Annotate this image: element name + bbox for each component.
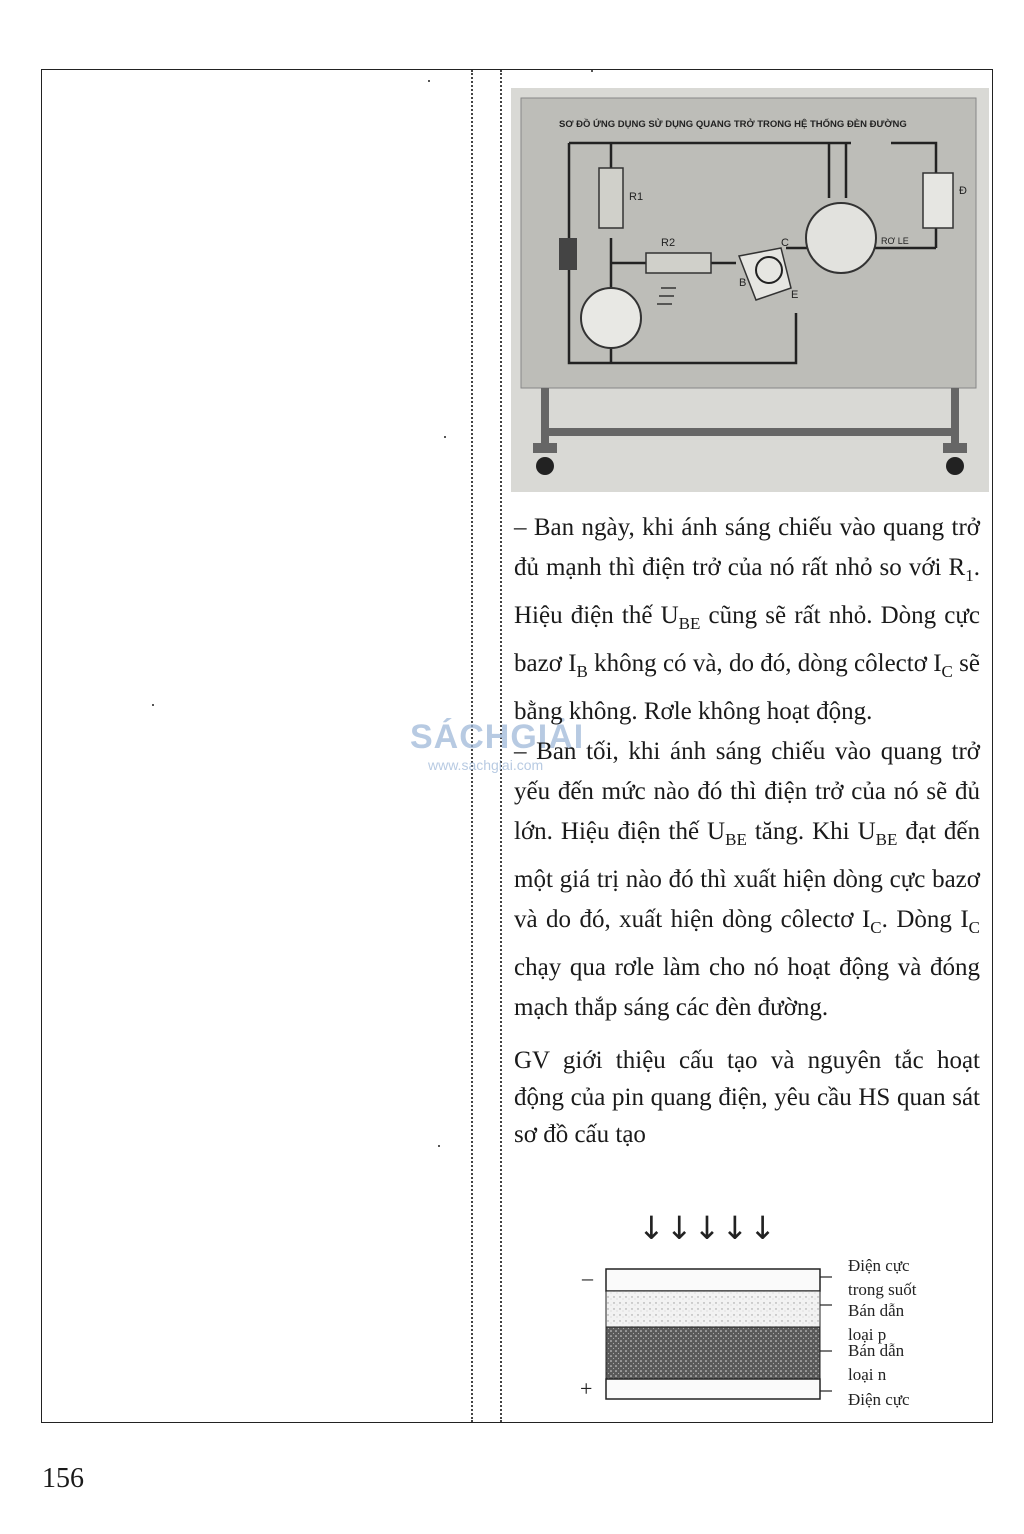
label-type-p: loại p	[848, 1325, 887, 1344]
light-arrows-icon: ↓↓↓↓↓	[638, 1209, 778, 1247]
label-type-n: loại n	[848, 1365, 887, 1384]
solar-cell-diagram	[570, 1205, 980, 1415]
layer-transparent-electrode	[606, 1269, 820, 1291]
battery	[559, 238, 577, 270]
layer-n-type	[606, 1327, 820, 1379]
subscript: C	[968, 918, 980, 937]
text-run: chạy qua rơle làm cho nó hoạt động và đóng mạch thắp sáng các đèn đường.	[514, 954, 980, 1021]
paragraph-teacher-note: GV giới thiệu cấu tạo và nguyên tắc hoạt động của pin quang điện, yêu cầu HS quan sát sơ đồ cấu tạo	[514, 1047, 980, 1148]
watermark-url: www.sachgiai.com	[428, 757, 544, 773]
relay	[806, 203, 876, 273]
label-r2: R2	[661, 237, 676, 249]
scan-speck	[428, 80, 430, 82]
label-electrode-bottom: Điện cực	[848, 1390, 910, 1409]
scan-speck	[444, 436, 446, 438]
plus-sign: +	[580, 1376, 593, 1401]
text-run: đạt đến một giá trị nào đó thì xuất hiện dòng cực bazơ và do đó, xuất hiện dòng côlectơ I	[514, 818, 981, 933]
leader-lines	[820, 1277, 832, 1391]
label-c: C	[781, 237, 789, 249]
subscript: BE	[725, 830, 747, 849]
subscript: C	[870, 918, 882, 937]
label-transparent: trong suốt	[848, 1280, 917, 1299]
subscript: BE	[678, 614, 701, 633]
label-semiconductor-n: Bán dẫn	[848, 1341, 905, 1360]
subscript: B	[576, 662, 588, 681]
text-run: – Ban ngày, khi ánh sáng chiếu vào quang trở đủ mạnh thì điện trở của nó rất nhỏ so với R	[514, 514, 980, 581]
watermark-brand: SÁCHGIẢI	[410, 718, 585, 756]
label-r1: R1	[629, 191, 644, 203]
subscript: C	[941, 662, 953, 681]
text-run: sẽ bằng không. Rơle không hoạt động.	[514, 650, 980, 725]
subscript: BE	[875, 830, 898, 849]
photoresistor	[581, 288, 641, 348]
scan-speck	[591, 70, 593, 72]
layer-bottom-electrode	[606, 1379, 820, 1399]
resistor-r1	[599, 168, 623, 228]
label-relay: RƠ LE	[881, 236, 909, 246]
layer-p-type	[606, 1291, 820, 1327]
label-b: B	[739, 277, 747, 289]
lamp	[923, 173, 953, 228]
subscript: 1	[965, 566, 974, 585]
text-run: . Dòng I	[881, 906, 969, 933]
paragraph-nighttime	[514, 732, 980, 1028]
label-lamp: Đ	[959, 185, 967, 197]
scan-speck	[152, 704, 154, 706]
label-semiconductor-p: Bán dẫn	[848, 1301, 905, 1320]
text-run: tăng. Khi U	[746, 818, 876, 845]
text-run: . Hiệu điện thế U	[514, 554, 980, 629]
lesson-text	[514, 508, 980, 1153]
text-run: cũng sẽ rất nhỏ. Dòng cực bazơ I	[514, 602, 981, 677]
minus-sign: –	[582, 1265, 593, 1290]
board-title: SƠ ĐỒ ỨNG DỤNG SỬ DỤNG QUANG TRỞ TRONG HỆ THỐNG ĐÈN ĐƯỜNG	[559, 119, 907, 130]
label-electrode-top: Điện cực	[848, 1256, 910, 1275]
resistor-r2	[646, 253, 711, 273]
page-number: 156	[42, 1463, 84, 1494]
label-e: E	[791, 289, 799, 301]
scan-speck	[438, 1145, 440, 1147]
text-run: – Ban tối, khi ánh sáng chiếu vào quang trở yếu đến mức nào đó thì điện trở của nó sẽ đủ lớn. Hiệu điện thế U	[514, 738, 980, 845]
paragraph-daytime	[514, 508, 980, 732]
text-run: không có và, do đó, dòng côlectơ I	[587, 650, 942, 677]
circuit-board-photo	[511, 88, 989, 492]
